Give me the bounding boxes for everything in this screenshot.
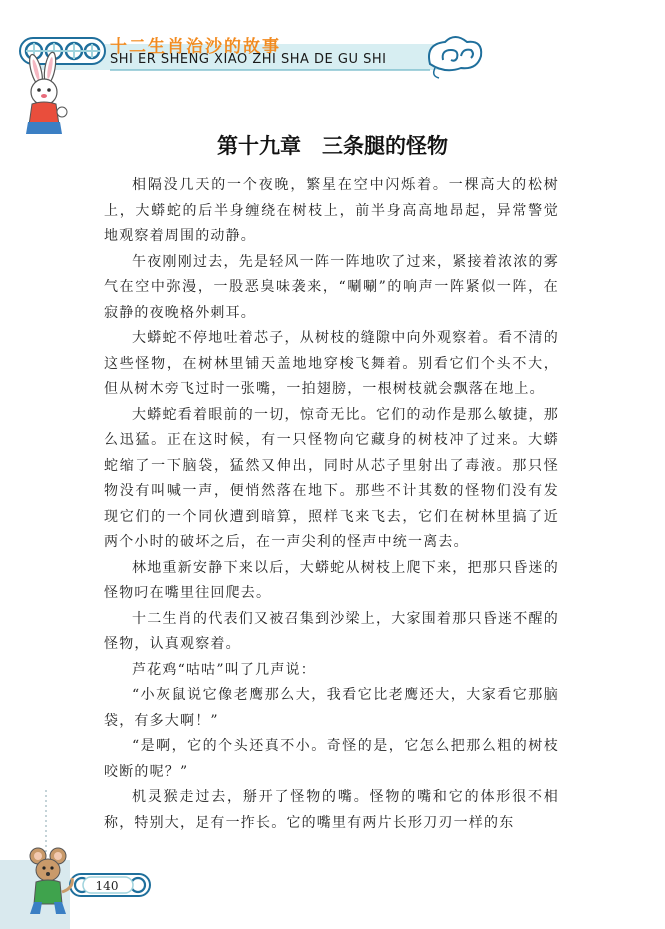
series-pinyin: SHI ER SHENG XIAO ZHI SHA DE GU SHI — [110, 52, 387, 67]
body-text — [104, 173, 559, 836]
paragraph: 相隔没几天的一个夜晚，繁星在空中闪烁着。一棵高大的松树上，大蟒蛇的后半身缠绕在树枝上，前半身高高地昂起，异常警觉地观察着周围的动静。 — [104, 177, 559, 244]
paragraph: “小灰鼠说它像老鹰那么大，我看它比老鹰还大，大家看它那脑袋，有多大啊！” — [104, 687, 559, 729]
page-footer — [0, 790, 665, 929]
footer-decoration — [0, 790, 665, 929]
paragraph: 大蟒蛇不停地吐着芯子，从树枝的缝隙中向外观察着。看不清的这些怪物，在树林里铺天盖地地穿梭飞舞着。别看它们个头不大，但从树木旁飞过时一张嘴，一拍翅膀，一根树枝就会飘落在地上。 — [104, 330, 559, 397]
paragraph: “是啊，它的个头还真不小。奇怪的是，它怎么把那么粗的树枝咬断的呢？” — [104, 738, 559, 780]
header-decoration — [0, 0, 665, 150]
paragraph: 十二生肖的代表们又被召集到沙梁上，大家围着那只昏迷不醒的怪物，认真观察着。 — [104, 610, 559, 652]
paragraph: 大蟒蛇看着眼前的一切，惊奇无比。它们的动作是那么敏捷，那么迅猛。正在这时候，有一只怪物向它藏身的树枝冲了过来。大蟒蛇缩了一下脑袋，猛然又伸出，同时从芯子里射出了毒液。那只怪物没有叫喊一声，便悄然落在地下。那些不计其数的怪物们没有发现它们的一个同伙遭到暗算，照样飞来飞去，它们在树林里搞了近两个小时的破坏之后，在一声尖利的怪声中统一离去。 — [104, 406, 559, 550]
page-header — [0, 0, 665, 150]
paragraph: 芦花鸡“咕咕”叫了几声说： — [132, 661, 316, 678]
chapter-title: 第十九章 三条腿的怪物 — [217, 134, 448, 158]
paragraph: 机灵猴走过去，掰开了怪物的嘴。怪物的嘴和它的体形很不相称，特别大，足有一拃长。它的嘴里有两片长形刀刃一样的东 — [104, 789, 559, 831]
page-number: 140 — [95, 879, 119, 893]
paragraph: 午夜刚刚过去，先是轻风一阵一阵地吹了过来，紧接着浓浓的雾气在空中弥漫，一股恶臭味袭来，“唰唰”的响声一阵紧似一阵，在寂静的夜晚格外刺耳。 — [104, 253, 559, 321]
cloud-swirl-icon — [429, 37, 481, 78]
series-title: 十二生肖治沙的故事 — [110, 37, 281, 57]
paragraph: 林地重新安静下来以后，大蟒蛇从树枝上爬下来，把那只昏迷的怪物叼在嘴里往回爬去。 — [104, 559, 559, 601]
